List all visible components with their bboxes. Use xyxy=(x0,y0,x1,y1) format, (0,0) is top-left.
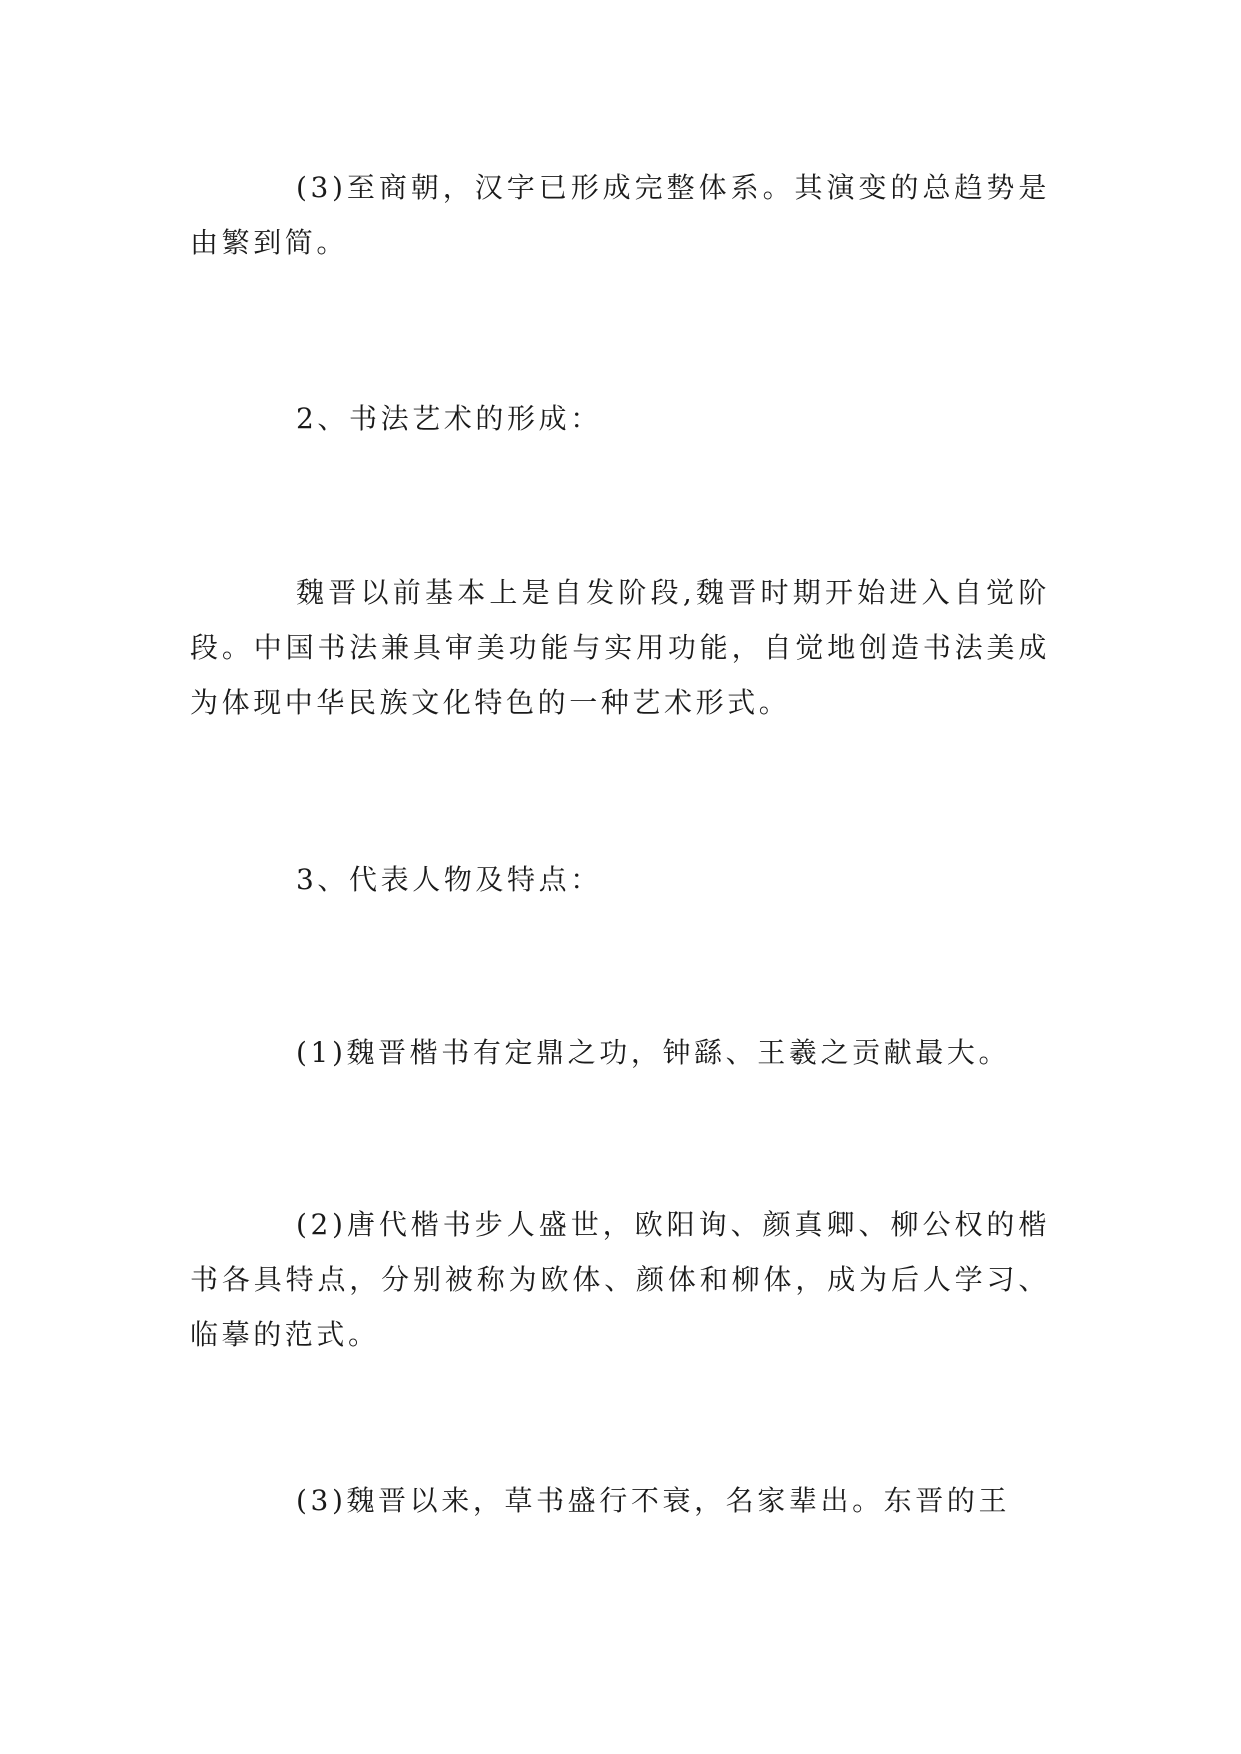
paragraph-tang-regular-script: (2)唐代楷书步人盛世，欧阳询、颜真卿、柳公权的楷书各具特点，分别被称为欧体、颜体和柳体，成为后人学习、临摹的范式。 xyxy=(190,1208,1050,1351)
paragraph-cursive-script: (3)魏晋以来，草书盛行不衰，名家辈出。东晋的王 xyxy=(296,1484,1011,1517)
paragraph-shang-dynasty: (3)至商朝，汉字已形成完整体系。其演变的总趋势是由繁到简。 xyxy=(190,171,1050,259)
paragraph-wei-jin-regular-script: (1)魏晋楷书有定鼎之功，钟繇、王羲之贡献最大。 xyxy=(296,1036,1011,1069)
section-heading-formation: 2、书法艺术的形成： xyxy=(296,402,602,435)
section-heading-representatives: 3、代表人物及特点： xyxy=(296,863,602,896)
paragraph-wei-jin-stages: 魏晋以前基本上是自发阶段,魏晋时期开始进入自觉阶段。中国书法兼具审美功能与实用功能，自觉地创造书法美成为体现中华民族文化特色的一种艺术形式。 xyxy=(190,576,1050,719)
